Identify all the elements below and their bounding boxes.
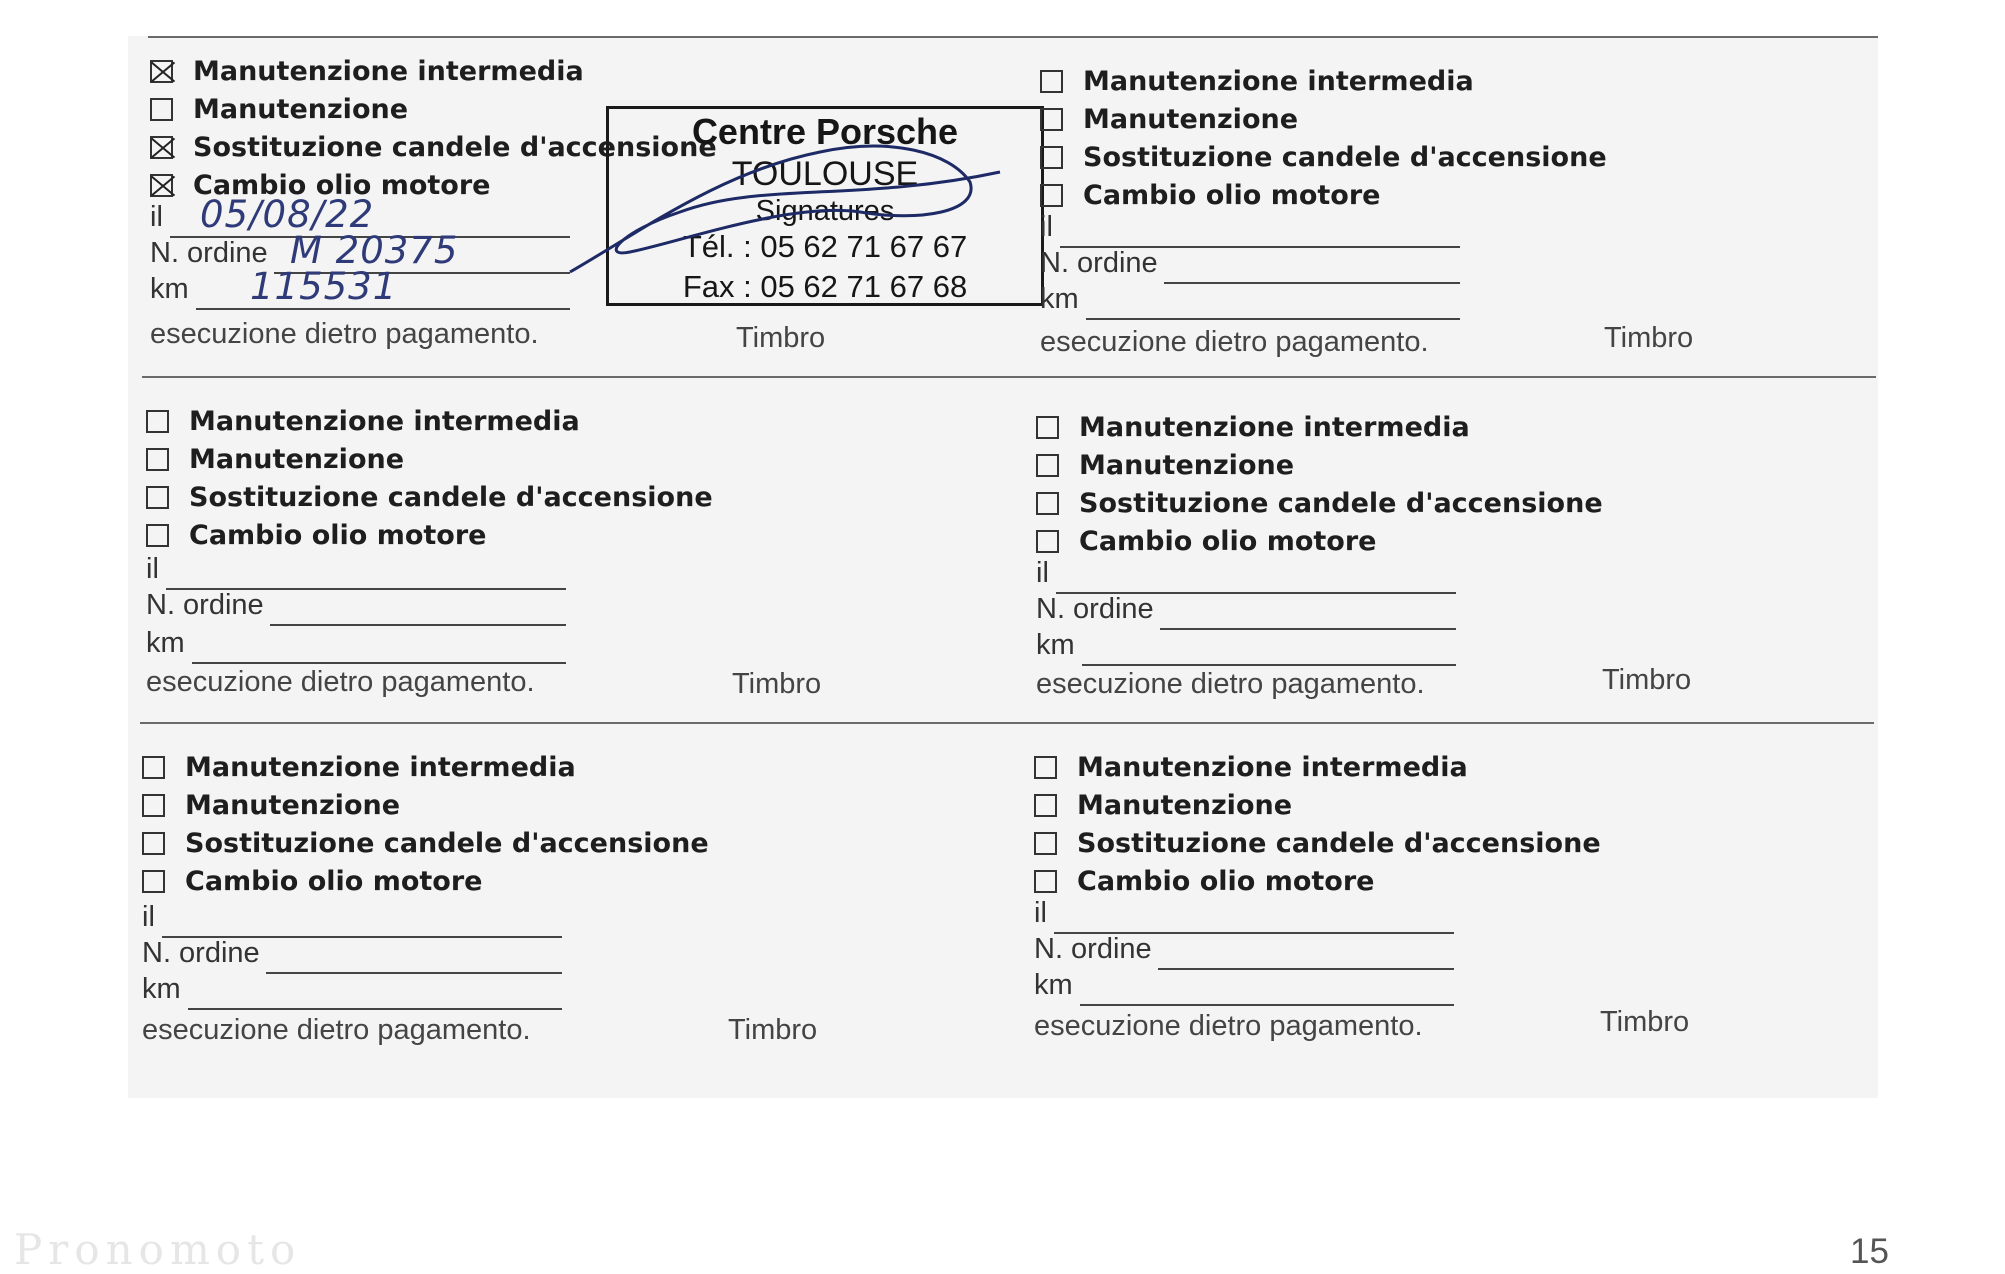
handwritten-order-number: M 20375 bbox=[290, 229, 459, 272]
checklist bbox=[1040, 62, 1607, 214]
checklist bbox=[1036, 408, 1603, 560]
checkbox[interactable] bbox=[150, 136, 173, 159]
checkbox[interactable] bbox=[142, 794, 165, 817]
checkbox[interactable] bbox=[150, 98, 173, 121]
item-label: Manutenzione intermedia bbox=[1077, 751, 1468, 783]
checklist-item-intermediate[interactable] bbox=[142, 748, 709, 786]
km-label: km bbox=[146, 627, 185, 659]
checklist-item-spark-plugs[interactable] bbox=[146, 478, 713, 516]
stamp-label: Timbro bbox=[736, 322, 826, 354]
checkbox[interactable] bbox=[1040, 184, 1063, 207]
km-field[interactable] bbox=[142, 974, 562, 1010]
checkbox[interactable] bbox=[1034, 832, 1057, 855]
stamp-city: TOULOUSE bbox=[731, 155, 919, 193]
item-label: Manutenzione bbox=[193, 93, 409, 125]
page-number: 15 bbox=[1850, 1232, 1889, 1271]
field-underline bbox=[270, 624, 566, 626]
km-field[interactable] bbox=[146, 628, 566, 664]
payment-note: esecuzione dietro pagamento. bbox=[146, 666, 535, 698]
checkbox[interactable] bbox=[1034, 756, 1057, 779]
km-label: km bbox=[1040, 283, 1079, 315]
field-underline bbox=[196, 308, 570, 310]
km-field[interactable] bbox=[1040, 284, 1460, 320]
item-label: Manutenzione intermedia bbox=[1079, 411, 1470, 443]
item-label: Cambio olio motore bbox=[193, 169, 491, 201]
item-label: Manutenzione intermedia bbox=[1083, 65, 1474, 97]
checklist bbox=[146, 402, 713, 554]
checklist-item-intermediate[interactable] bbox=[1040, 62, 1607, 100]
stamp-label: Timbro bbox=[728, 1014, 818, 1046]
watermark: Pronomoto bbox=[14, 1225, 302, 1274]
date-field[interactable] bbox=[1036, 558, 1456, 594]
payment-note: esecuzione dietro pagamento. bbox=[150, 318, 539, 350]
checklist-item-oil-change[interactable] bbox=[1040, 176, 1607, 214]
checklist-item-oil-change[interactable] bbox=[142, 862, 709, 900]
item-label: Manutenzione intermedia bbox=[189, 405, 580, 437]
checklist-item-maintenance[interactable] bbox=[142, 786, 709, 824]
checklist-item-maintenance[interactable] bbox=[1036, 446, 1603, 484]
field-underline bbox=[1082, 664, 1456, 666]
checklist bbox=[1034, 748, 1601, 900]
checkbox[interactable] bbox=[146, 486, 169, 509]
date-field[interactable] bbox=[1034, 898, 1454, 934]
checklist-item-intermediate[interactable] bbox=[150, 52, 717, 90]
km-label: km bbox=[1036, 629, 1075, 661]
checklist bbox=[142, 748, 709, 900]
checklist-item-maintenance[interactable] bbox=[1034, 786, 1601, 824]
date-label: il bbox=[150, 201, 163, 233]
checklist-item-oil-change[interactable] bbox=[1036, 522, 1603, 560]
date-label: il bbox=[142, 901, 155, 933]
checkbox[interactable] bbox=[146, 524, 169, 547]
payment-note: esecuzione dietro pagamento. bbox=[1034, 1010, 1423, 1042]
item-label: Sostituzione candele d'accensione bbox=[189, 481, 713, 513]
item-label: Sostituzione candele d'accensione bbox=[1079, 487, 1603, 519]
order-label: N. ordine bbox=[142, 937, 260, 969]
checkbox[interactable] bbox=[150, 60, 173, 83]
item-label: Sostituzione candele d'accensione bbox=[185, 827, 709, 859]
item-label: Cambio olio motore bbox=[1079, 525, 1377, 557]
service-cell-3 bbox=[146, 402, 866, 732]
stamp-label: Timbro bbox=[1602, 664, 1692, 696]
payment-note: esecuzione dietro pagamento. bbox=[1040, 326, 1429, 358]
item-label: Manutenzione bbox=[185, 789, 401, 821]
km-label: km bbox=[142, 973, 181, 1005]
handwritten-km: 115531 bbox=[250, 265, 398, 308]
item-label: Cambio olio motore bbox=[1083, 179, 1381, 211]
order-label: N. ordine bbox=[1034, 933, 1152, 965]
checkbox[interactable] bbox=[142, 756, 165, 779]
checklist-item-maintenance[interactable] bbox=[1040, 100, 1607, 138]
item-label: Manutenzione bbox=[1083, 103, 1299, 135]
date-field[interactable] bbox=[146, 554, 566, 590]
handwritten-date: 05/08/22 bbox=[200, 193, 375, 236]
stamp-label: Timbro bbox=[1604, 322, 1694, 354]
checkbox[interactable] bbox=[1034, 870, 1057, 893]
km-field[interactable] bbox=[1036, 630, 1456, 666]
order-field[interactable] bbox=[146, 590, 566, 626]
checkbox[interactable] bbox=[146, 410, 169, 433]
date-label: il bbox=[146, 553, 159, 585]
checklist-item-oil-change[interactable] bbox=[1034, 862, 1601, 900]
service-cell-5 bbox=[142, 748, 862, 1078]
order-label: N. ordine bbox=[1040, 247, 1158, 279]
date-label: il bbox=[1034, 897, 1047, 929]
order-field[interactable] bbox=[142, 938, 562, 974]
checkbox[interactable] bbox=[150, 174, 173, 197]
item-label: Manutenzione intermedia bbox=[185, 751, 576, 783]
checkbox[interactable] bbox=[1036, 492, 1059, 515]
date-label: il bbox=[1040, 211, 1053, 243]
item-label: Manutenzione bbox=[189, 443, 405, 475]
stamp-fax: Fax : 05 62 71 67 68 bbox=[682, 269, 968, 304]
checkbox[interactable] bbox=[1036, 530, 1059, 553]
checkbox[interactable] bbox=[1034, 794, 1057, 817]
km-field[interactable] bbox=[1034, 970, 1454, 1006]
item-label: Manutenzione bbox=[1077, 789, 1293, 821]
field-underline bbox=[1086, 318, 1460, 320]
stamp-label: Timbro bbox=[1600, 1006, 1690, 1038]
order-field[interactable] bbox=[1034, 934, 1454, 970]
field-underline bbox=[1080, 1004, 1454, 1006]
checklist-item-spark-plugs[interactable] bbox=[1040, 138, 1607, 176]
service-cell-4 bbox=[1036, 408, 1756, 738]
order-label: N. ordine bbox=[150, 237, 268, 269]
payment-note: esecuzione dietro pagamento. bbox=[1036, 668, 1425, 700]
stamp-dealer-name: Centre Porsche bbox=[691, 111, 959, 152]
date-field[interactable] bbox=[1040, 212, 1460, 248]
item-label: Manutenzione bbox=[1079, 449, 1295, 481]
item-label: Cambio olio motore bbox=[189, 519, 487, 551]
field-underline bbox=[188, 1008, 562, 1010]
checklist-item-spark-plugs[interactable] bbox=[1036, 484, 1603, 522]
date-label: il bbox=[1036, 557, 1049, 589]
item-label: Manutenzione intermedia bbox=[193, 55, 584, 87]
km-field[interactable] bbox=[150, 265, 570, 310]
stamp-signatures: Signatures bbox=[755, 195, 895, 227]
checkbox[interactable] bbox=[1036, 416, 1059, 439]
date-field[interactable] bbox=[142, 902, 562, 938]
order-field[interactable] bbox=[1036, 594, 1456, 630]
checklist-item-spark-plugs[interactable] bbox=[142, 824, 709, 862]
checkbox[interactable] bbox=[1040, 108, 1063, 131]
stamp-phone: Tél. : 05 62 71 67 67 bbox=[682, 229, 968, 264]
checklist-item-oil-change[interactable] bbox=[146, 516, 713, 554]
item-label: Sostituzione candele d'accensione bbox=[1077, 827, 1601, 859]
service-cell-2 bbox=[1040, 62, 1760, 392]
divider-top bbox=[148, 36, 1878, 38]
service-cell-6 bbox=[1034, 748, 1754, 1078]
signature-scribble bbox=[560, 112, 1020, 292]
checkbox[interactable] bbox=[1036, 454, 1059, 477]
stamp-label: Timbro bbox=[732, 668, 822, 700]
order-field[interactable] bbox=[1040, 248, 1460, 284]
checklist-item-intermediate[interactable] bbox=[1036, 408, 1603, 446]
checkbox[interactable] bbox=[146, 448, 169, 471]
item-label: Cambio olio motore bbox=[185, 865, 483, 897]
payment-note: esecuzione dietro pagamento. bbox=[142, 1014, 531, 1046]
checkbox[interactable] bbox=[1040, 146, 1063, 169]
checkbox[interactable] bbox=[142, 832, 165, 855]
item-label: Cambio olio motore bbox=[1077, 865, 1375, 897]
field-underline bbox=[192, 662, 566, 664]
order-label: N. ordine bbox=[146, 589, 264, 621]
item-label: Sostituzione candele d'accensione bbox=[193, 131, 717, 163]
checklist-item-spark-plugs[interactable] bbox=[1034, 824, 1601, 862]
item-label: Sostituzione candele d'accensione bbox=[1083, 141, 1607, 173]
checkbox[interactable] bbox=[1040, 70, 1063, 93]
checklist-item-intermediate[interactable] bbox=[146, 402, 713, 440]
checklist-item-intermediate[interactable] bbox=[1034, 748, 1601, 786]
km-label: km bbox=[150, 273, 189, 305]
checkbox[interactable] bbox=[142, 870, 165, 893]
km-label: km bbox=[1034, 969, 1073, 1001]
checklist-item-maintenance[interactable] bbox=[146, 440, 713, 478]
order-label: N. ordine bbox=[1036, 593, 1154, 625]
